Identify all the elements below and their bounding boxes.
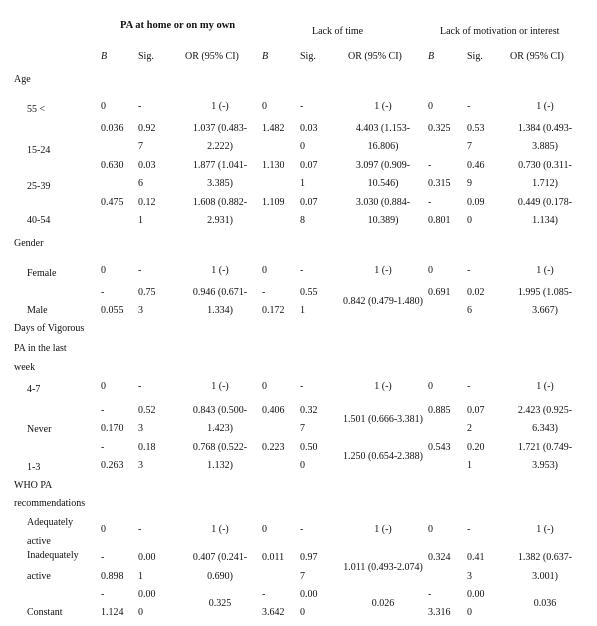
cell-sig: 0	[467, 607, 472, 618]
cell-sig: 3	[138, 423, 143, 434]
cell-b: 0.475	[101, 197, 124, 208]
cell-or: 0.325	[208, 598, 232, 609]
cell-b: 0.801	[428, 215, 451, 226]
row-label-female: Female	[27, 268, 57, 279]
col-header-b: B	[262, 51, 269, 62]
row-label-age-15-24: 15-24	[27, 145, 51, 156]
cell-sig: -	[467, 265, 471, 276]
cell-sig: 0.00	[138, 589, 156, 600]
row-label-constant: Constant	[27, 607, 63, 618]
cell-sig: 3	[138, 460, 143, 471]
cell-or: 0.026	[371, 598, 395, 609]
cell-sig: 7	[300, 423, 305, 434]
row-label-days-vigorous: PA in the last	[14, 343, 67, 354]
cell-sig: 0.41	[467, 552, 485, 563]
group-header-lack-motivation: Lack of motivation or interest	[440, 26, 560, 37]
cell-or: 3.953)	[532, 460, 558, 471]
cell-or: 3.885)	[532, 141, 558, 152]
cell-or: 1 (-)	[211, 265, 229, 276]
cell-or: 1.501 (0.666-3.381)	[343, 414, 423, 425]
cell-or: 0.843 (0.500-	[192, 405, 248, 416]
cell-b: 0.263	[101, 460, 124, 471]
cell-or: 1.134)	[532, 215, 558, 226]
col-header-or: OR (95% CI)	[510, 51, 564, 62]
col-header-or: OR (95% CI)	[348, 51, 402, 62]
cell-sig: 1	[138, 215, 143, 226]
cell-sig: -	[300, 265, 304, 276]
cell-sig: 7	[138, 141, 143, 152]
col-header-sig: Sig.	[300, 51, 316, 62]
cell-b: 0	[262, 381, 267, 392]
cell-b: 0.325	[428, 123, 451, 134]
cell-sig: 3	[138, 305, 143, 316]
cell-sig: 0.00	[138, 552, 156, 563]
cell-b: -	[428, 197, 432, 208]
cell-b: 0.223	[262, 442, 285, 453]
cell-or: 0.768 (0.522-	[192, 442, 248, 453]
cell-sig: 1	[300, 178, 305, 189]
cell-b: 0	[428, 524, 433, 535]
cell-or: 1 (-)	[211, 524, 229, 535]
cell-or: 1.132)	[207, 460, 233, 471]
cell-b: -	[428, 589, 432, 600]
cell-sig: 0.97	[300, 552, 318, 563]
cell-b: 0	[101, 524, 106, 535]
cell-b: 0	[428, 381, 433, 392]
cell-or: 1.011 (0.493-2.074)	[343, 562, 423, 573]
row-label-never: Never	[27, 424, 52, 435]
row-label-1-3: 1-3	[27, 462, 41, 473]
cell-b: 0.011	[262, 552, 285, 563]
cell-or: 1.334)	[207, 305, 233, 316]
cell-or: 1.037 (0.483-	[192, 123, 248, 134]
cell-b: 0	[101, 101, 106, 112]
cell-b: 1.109	[262, 197, 285, 208]
cell-b: 0.324	[428, 552, 451, 563]
cell-sig: 0.00	[467, 589, 485, 600]
row-label-inadequately-active: active	[27, 571, 51, 582]
cell-b: 0	[101, 381, 106, 392]
cell-or: 1 (-)	[374, 265, 392, 276]
cell-sig: 0.03	[300, 123, 318, 134]
cell-or: 1 (-)	[536, 381, 554, 392]
cell-or: 0.690)	[207, 571, 233, 582]
row-label-adequately-active: active	[27, 536, 51, 547]
cell-or: 1.877 (1.041-	[192, 160, 248, 171]
cell-or: 1.250 (0.654-2.388)	[343, 451, 423, 462]
row-label-who: WHO PA	[14, 480, 53, 491]
cell-or: 1.995 (1.085-	[517, 287, 573, 298]
cell-sig: -	[138, 381, 142, 392]
cell-sig: 0.18	[138, 442, 156, 453]
cell-sig: 0.46	[467, 160, 485, 171]
cell-sig: 0.07	[467, 405, 485, 416]
cell-b: 0	[262, 101, 267, 112]
col-header-b: B	[428, 51, 435, 62]
row-label-days-vigorous: week	[14, 362, 36, 373]
row-label-days-vigorous: Days of Vigorous	[14, 323, 85, 334]
cell-b: 1.482	[262, 123, 285, 134]
cell-or: 1 (-)	[536, 265, 554, 276]
cell-or: 1.721 (0.749-	[517, 442, 573, 453]
cell-or: 1 (-)	[211, 101, 229, 112]
group-header-pa-home: PA at home or on my own	[120, 20, 236, 31]
cell-or: 0.449 (0.178-	[517, 197, 573, 208]
col-header-sig: Sig.	[467, 51, 483, 62]
cell-b: 0.172	[262, 305, 285, 316]
cell-or: 10.389)	[367, 215, 399, 226]
cell-b: -	[101, 405, 105, 416]
row-label-age-55: 55 <	[27, 104, 46, 115]
cell-sig: 6	[467, 305, 472, 316]
cell-b: 0.898	[101, 571, 124, 582]
cell-sig: -	[300, 524, 304, 535]
cell-or: 1 (-)	[374, 101, 392, 112]
group-header-lack-time: Lack of time	[312, 26, 364, 37]
cell-b: 0	[262, 524, 267, 535]
cell-b: 0	[428, 101, 433, 112]
cell-or: 2.222)	[207, 141, 233, 152]
cell-sig: 0.07	[300, 160, 318, 171]
cell-or: 0.946 (0.671-	[192, 287, 248, 298]
cell-or: 10.546)	[367, 178, 399, 189]
cell-b: 0.885	[428, 405, 451, 416]
cell-b: 0.630	[101, 160, 124, 171]
cell-or: 3.097 (0.909-	[355, 160, 411, 171]
cell-or: 1 (-)	[536, 524, 554, 535]
cell-b: 3.316	[428, 607, 451, 618]
cell-sig: 7	[300, 571, 305, 582]
cell-b: 0.055	[101, 305, 124, 316]
cell-sig: 8	[300, 215, 305, 226]
cell-sig: 7	[467, 141, 472, 152]
cell-sig: 9	[467, 178, 472, 189]
cell-sig: -	[138, 101, 142, 112]
cell-sig: 0	[467, 215, 472, 226]
cell-sig: -	[138, 265, 142, 276]
cell-b: 0.543	[428, 442, 451, 453]
cell-sig: -	[467, 381, 471, 392]
cell-sig: 0	[300, 607, 305, 618]
cell-sig: 0.32	[300, 405, 318, 416]
cell-or: 3.385)	[207, 178, 233, 189]
cell-or: 16.806)	[367, 141, 399, 152]
cell-sig: 1	[138, 571, 143, 582]
cell-sig: 1	[300, 305, 305, 316]
cell-or: 3.030 (0.884-	[355, 197, 411, 208]
cell-sig: -	[138, 524, 142, 535]
cell-sig: 0.09	[467, 197, 485, 208]
cell-sig: 0.20	[467, 442, 485, 453]
cell-b: -	[262, 287, 266, 298]
row-label-gender: Gender	[14, 238, 44, 249]
cell-sig: 0.52	[138, 405, 156, 416]
cell-sig: 0.53	[467, 123, 485, 134]
cell-b: 3.642	[262, 607, 285, 618]
cell-sig: 0.50	[300, 442, 318, 453]
cell-b: 0	[428, 265, 433, 276]
cell-sig: -	[300, 101, 304, 112]
cell-or: 3.001)	[532, 571, 558, 582]
cell-or: 1.712)	[532, 178, 558, 189]
col-header-sig: Sig.	[138, 51, 154, 62]
row-label-age: Age	[14, 74, 31, 85]
cell-sig: 0	[138, 607, 143, 618]
row-label-age-25-39: 25-39	[27, 181, 51, 192]
row-label-inadequately-active: Inadequately	[27, 550, 79, 561]
col-header-or: OR (95% CI)	[185, 51, 239, 62]
cell-or: 1.608 (0.882-	[192, 197, 248, 208]
cell-sig: -	[300, 381, 304, 392]
cell-or: 1 (-)	[211, 381, 229, 392]
cell-sig: 6	[138, 178, 143, 189]
cell-b: 1.130	[262, 160, 285, 171]
cell-b: -	[101, 442, 105, 453]
row-label-age-40-54: 40-54	[27, 215, 51, 226]
cell-or: 3.667)	[532, 305, 558, 316]
cell-or: 1 (-)	[536, 101, 554, 112]
cell-or: 4.403 (1.153-	[355, 123, 411, 134]
cell-sig: 2	[467, 423, 472, 434]
cell-sig: 0	[300, 460, 305, 471]
cell-or: 1 (-)	[374, 381, 392, 392]
cell-b: 1.124	[101, 607, 124, 618]
cell-or: 0.842 (0.479-1.480)	[343, 296, 423, 307]
cell-b: 0	[262, 265, 267, 276]
row-label-adequately-active: Adequately	[27, 517, 74, 528]
cell-or: 2.423 (0.925-	[517, 405, 573, 416]
cell-sig: -	[467, 101, 471, 112]
cell-sig: 0.02	[467, 287, 485, 298]
cell-sig: 0.03	[138, 160, 156, 171]
cell-sig: 0	[300, 141, 305, 152]
cell-b: -	[101, 552, 105, 563]
cell-b: 0.691	[428, 287, 451, 298]
cell-or: 2.931)	[207, 215, 233, 226]
cell-or: 0.036	[533, 598, 557, 609]
cell-or: 1.382 (0.637-	[517, 552, 573, 563]
cell-b: 0.170	[101, 423, 124, 434]
cell-b: 0.406	[262, 405, 285, 416]
cell-sig: 1	[467, 460, 472, 471]
cell-b: -	[101, 287, 105, 298]
cell-or: 1.384 (0.493-	[517, 123, 573, 134]
cell-b: 0.036	[101, 123, 124, 134]
cell-b: -	[428, 160, 432, 171]
cell-b: 0	[101, 265, 106, 276]
cell-or: 1.423)	[207, 423, 233, 434]
cell-b: -	[262, 589, 266, 600]
cell-sig: 0.00	[300, 589, 318, 600]
cell-sig: 0.55	[300, 287, 318, 298]
cell-or: 6.343)	[532, 423, 558, 434]
cell-or: 0.730 (0.311-	[518, 160, 572, 171]
row-label-male: Male	[27, 305, 48, 316]
cell-sig: 0.92	[138, 123, 156, 134]
row-label-who: recommendations	[14, 498, 86, 509]
cell-sig: 0.75	[138, 287, 156, 298]
col-header-b: B	[101, 51, 108, 62]
cell-sig: 0.07	[300, 197, 318, 208]
cell-sig: 0.12	[138, 197, 156, 208]
cell-sig: -	[467, 524, 471, 535]
row-label-4-7: 4-7	[27, 384, 41, 395]
cell-or: 0.407 (0.241-	[192, 552, 248, 563]
cell-b: -	[101, 589, 105, 600]
cell-sig: 3	[467, 571, 472, 582]
cell-or: 1 (-)	[374, 524, 392, 535]
cell-b: 0.315	[428, 178, 451, 189]
